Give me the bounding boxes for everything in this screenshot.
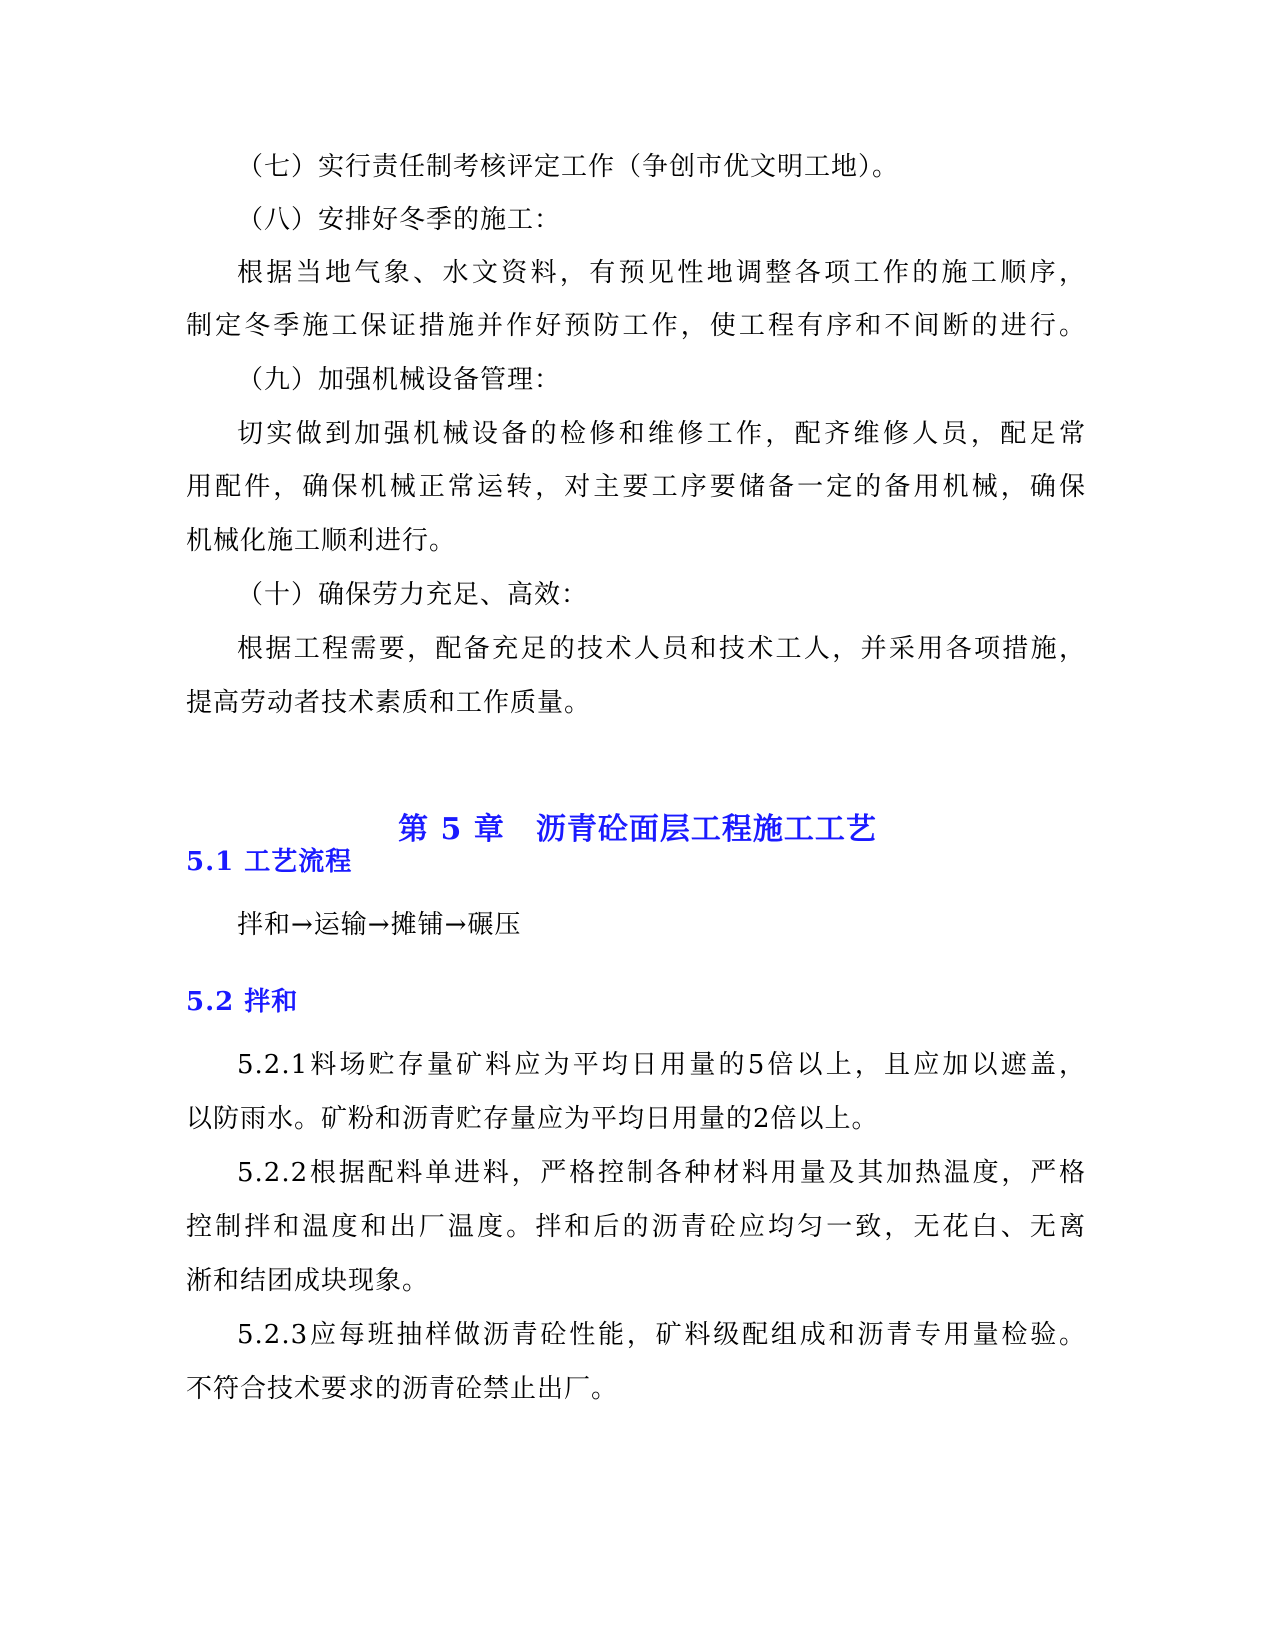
- paragraph-line: 切实做到加强机械设备的检修和维修工作，配齐维修人员，配足常: [237, 419, 1086, 449]
- paragraph-line: 以防雨水。矿粉和沥青贮存量应为平均日用量的2倍以上。: [186, 1104, 879, 1134]
- paragraph-line: 机械化施工顺利进行。: [186, 526, 457, 556]
- paragraph-line: 提高劳动者技术素质和工作质量。: [186, 688, 592, 718]
- paragraph-item-9: （九）加强机械设备管理：: [237, 365, 562, 395]
- paragraph-line: 用配件，确保机械正常运转，对主要工序要储备一定的备用机械，确保: [186, 472, 1086, 502]
- paragraph-line: 5.2.3应每班抽样做沥青砼性能，矿料级配组成和沥青专用量检验。: [237, 1320, 1086, 1350]
- paragraph-line: 根据工程需要，配备充足的技术人员和技术工人，并采用各项措施，: [237, 634, 1086, 664]
- paragraph-line: 淅和结团成块现象。: [186, 1266, 430, 1296]
- paragraph-line: 根据当地气象、水文资料，有预见性地调整各项工作的施工顺序，: [237, 258, 1086, 288]
- paragraph-line: 5.2.2根据配料单进料，严格控制各种材料用量及其加热温度，严格: [237, 1158, 1086, 1188]
- section-heading-5-2: 5.2 拌和: [186, 987, 299, 1017]
- chapter-title: 第 5 章 沥青砼面层工程施工工艺: [398, 812, 877, 847]
- paragraph-line: 不符合技术要求的沥青砼禁止出厂。: [186, 1374, 619, 1404]
- paragraph-item-8: （八）安排好冬季的施工：: [237, 205, 562, 235]
- paragraph-line: 5.2.1料场贮存量矿料应为平均日用量的5倍以上，且应加以遮盖，: [237, 1050, 1086, 1080]
- process-flow-text: 拌和→运输→摊铺→碾压: [237, 910, 522, 940]
- paragraph-item-10: （十）确保劳力充足、高效：: [237, 580, 589, 610]
- section-heading-5-1: 5.1 工艺流程: [186, 847, 353, 877]
- paragraph-item-7: （七）实行责任制考核评定工作（争创市优文明工地）。: [237, 152, 900, 182]
- paragraph-line: 控制拌和温度和出厂温度。拌和后的沥青砼应均匀一致，无花白、无离: [186, 1212, 1086, 1242]
- paragraph-line: 制定冬季施工保证措施并作好预防工作，使工程有序和不间断的进行。: [186, 311, 1086, 341]
